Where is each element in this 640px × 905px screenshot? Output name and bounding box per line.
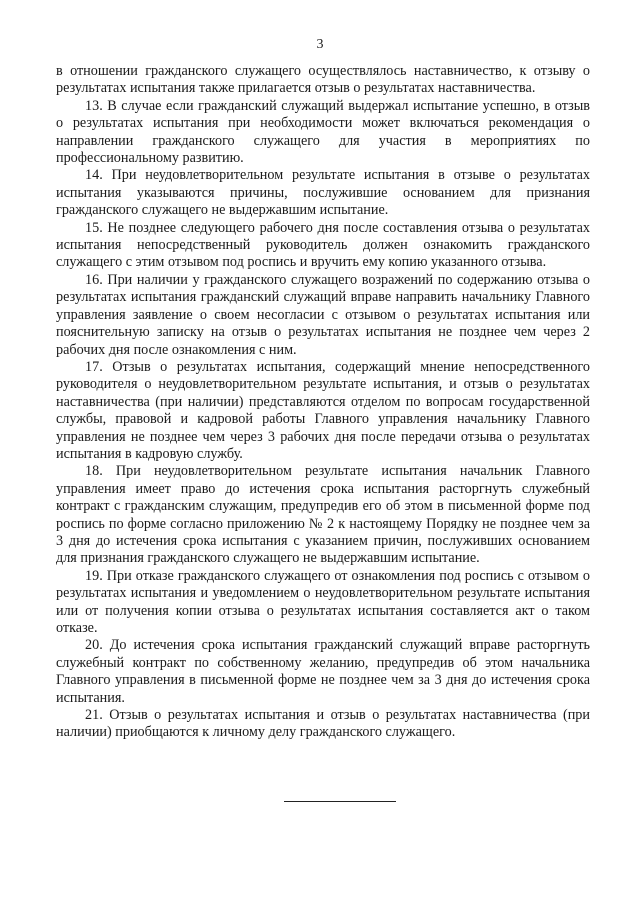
paragraph-item-14: 14. При неудовлетворительном результате испытания в отзыве о результатах испытания указываются причины, послужившие основанием для признания гражданского служащего не выдержавшим испытание. (56, 167, 590, 219)
paragraph-item-17: 17. Отзыв о результатах испытания, содержащий мнение непосредственного руководителя о неудовлетворительном результате испытания, и отзыв о результатах наставничества (при наличии) представляются отделом по вопросам государственной службы, правовой и кадровой работы Главного управления начальнику Главного управления не позднее чем через 3 рабочих дня после передачи отзыва о результатах испытания в кадровую службу. (56, 358, 590, 462)
document-body (56, 63, 590, 742)
paragraph-item-21: 21. Отзыв о результатах испытания и отзыв о результатах наставничества (при наличии) приобщаются к личному делу гражданского служащего. (56, 707, 590, 741)
closing-divider (284, 801, 396, 802)
paragraph-item-16: 16. При наличии у гражданского служащего возражений по содержанию отзыва о результатах испытания гражданский служащий вправе направить начальнику Главного управления заявление о своем несогласии с отзывом о результатах испытания или пояснительную записку на отзыв о результатах испытания не позднее чем через 2 рабочих дня после ознакомления с ним. (56, 271, 590, 358)
paragraph-item-13: 13. В случае если гражданский служащий выдержал испытание успешно, в отзыв о результатах испытания при необходимости может включаться рекомендация о направлении гражданского служащего для участия в мероприятиях по профессиональному развитию. (56, 97, 590, 167)
paragraph-item-18: 18. При неудовлетворительном результате испытания начальник Главного управления имеет право до истечения срока испытания расторгнуть служебный контракт с гражданским служащим, предупредив его об этом в письменной форме под роспись по форме согласно приложению № 2 к настоящему Порядку не позднее чем за 3 дня до истечения срока испытания с указанием причин, послуживших основанием для признания гражданского служащего не выдержавшим испытание. (56, 463, 590, 567)
paragraph-item-20: 20. До истечения срока испытания гражданский служащий вправе расторгнуть служебный контракт по собственному желанию, предупредив об этом начальника Главного управления в письменной форме не позднее чем за 3 дня до истечения срока испытания. (56, 637, 590, 706)
paragraph-item-19: 19. При отказе гражданского служащего от ознакомления под роспись с отзывом о результатах испытания и уведомлением о неудовлетворительном результате испытания или от получения копии отзыва о результатах испытания составляется акт о таком отказе. (56, 567, 590, 636)
paragraph-continuation: в отношении гражданского служащего осуществлялось наставничество, к отзыву о результатах испытания также прилагается отзыв о результатах наставничества. (56, 63, 590, 97)
page-number: 3 (316, 37, 324, 52)
paragraph-item-15: 15. Не позднее следующего рабочего дня после составления отзыва о результатах испытания непосредственный руководитель должен ознакомить гражданского служащего с этим отзывом под роспись и вручить ему копию указанного отзыва. (56, 219, 590, 271)
